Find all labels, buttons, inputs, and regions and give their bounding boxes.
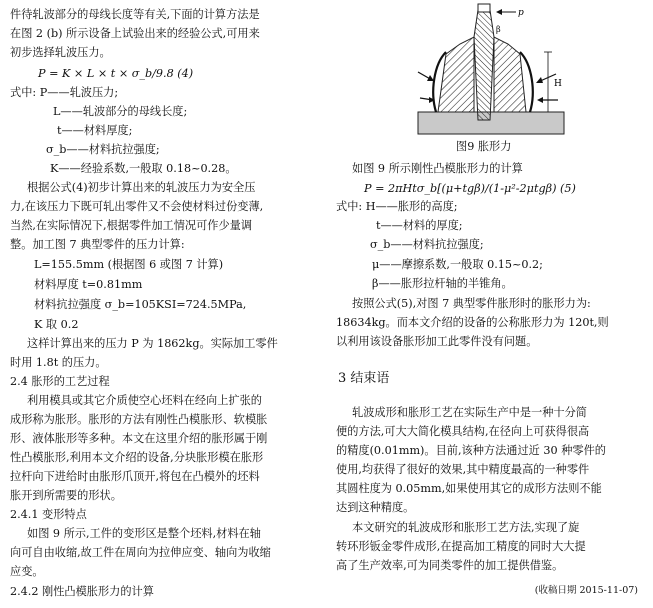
formula-5: P = 2πHtσ_b[(μ+tgβ)/(1-μ²-2μtgβ) (5)	[364, 182, 576, 195]
body-text: 的精度(0.01mm)。目前,该种方法通过近 30 种零件的	[336, 444, 606, 457]
label-h: H	[554, 79, 562, 89]
body-text: 根据公式(4)初步计算出来的轧波压力为安全压	[27, 181, 256, 194]
body-text: 件待轧波部分的母线长度等有关,下面的计算方法是	[10, 8, 260, 21]
section-heading: 3 结束语	[338, 371, 390, 386]
figure-caption: 图9 胀形力	[456, 140, 512, 153]
body-text: 便的方法,可大大简化模具结构,在径向上可获得很高	[336, 425, 590, 438]
body-text: K 取 0.2	[34, 318, 79, 331]
body-text: 整。加工图 7 典型零件的压力计算:	[10, 238, 185, 251]
body-text: 轧波成形和胀形工艺在实际生产中是一种十分简	[352, 406, 587, 419]
body-text: 初步选择轧波压力。	[10, 46, 111, 59]
subsection-heading: 2.4.1 变形特点	[10, 508, 87, 521]
body-text: 材料厚度 t=0.81mm	[34, 278, 143, 291]
body-text: 胀开到所需要的形状。	[10, 489, 122, 502]
body-text: 高了生产效率,可为同类零件的加工提供借鉴。	[336, 559, 564, 572]
body-text: 成形称为胀形。胀形的方法有刚性凸模胀形、软模胀	[10, 413, 268, 426]
body-text: L=155.5mm (根据图 6 或图 7 计算)	[34, 258, 224, 271]
body-text: 拉杆向下进给时由胀形爪顶开,将包在凸模外的坯料	[10, 470, 260, 483]
body-text: 18634kg。而本文介绍的设备的公称胀形力为 120t,则	[336, 316, 609, 329]
body-text: σ_b——材料抗拉强度;	[370, 238, 484, 251]
body-text: 利用模具或其它介质使空心坯料在经向上扩张的	[27, 394, 262, 407]
received-date: (收稿日期 2015-11-07)	[534, 585, 638, 596]
subsection-heading: 2.4.2 刚性凸模胀形力的计算	[10, 585, 154, 598]
body-text: 按照公式(5),对图 7 典型零件胀形时的胀形力为:	[352, 297, 591, 310]
body-text: t——材料的厚度;	[376, 219, 463, 232]
label-p: p	[518, 8, 524, 18]
label-beta: β	[496, 25, 501, 34]
body-text: σ_b——材料抗拉强度;	[46, 143, 160, 156]
body-text: 达到这种精度。	[336, 501, 415, 514]
body-text: 力,在该压力下既可轧出零件又不会使材料过份变薄,	[10, 200, 264, 213]
body-text: 以利用该设备胀形加工此零件没有问题。	[336, 335, 538, 348]
body-text: μ——摩擦系数,一般取 0.15~0.2;	[372, 258, 543, 271]
figure-9-diagram	[416, 2, 566, 137]
body-text: 式中: H——胀形的高度;	[336, 200, 458, 213]
body-text: 向可自由收缩,故工件在周向为拉伸应变、轴向为收缩	[10, 546, 271, 559]
body-text: β——胀形拉杆轴的半锥角。	[372, 277, 513, 290]
body-text: 使用,均获得了很好的效果,其中精度最高的一种零件	[336, 463, 590, 476]
section-heading: 2.4 胀形的工艺过程	[10, 375, 110, 388]
body-text: 如图 9 所示,工件的变形区是整个坯料,材料在轴	[27, 527, 261, 540]
body-text: 形、液体胀形等多种。本文在这里介绍的胀形属于刚	[10, 432, 268, 445]
body-text: L——轧波部分的母线长度;	[53, 105, 188, 118]
formula-4: P = K × L × t × σ_b/9.8 (4)	[38, 67, 194, 80]
body-text: 时用 1.8t 的压力。	[10, 356, 107, 369]
body-text: 转环形钣金零件成形,在提高加工精度的同时大大提	[336, 540, 586, 553]
body-text: 其圆柱度为 0.05mm,如果使用其它的成形方法则不能	[336, 482, 602, 495]
body-text: 式中: P——轧波压力;	[10, 86, 119, 99]
body-text: 这样计算出来的压力 P 为 1862kg。实际加工零件	[27, 337, 278, 350]
body-text: 性凸模胀形,利用本文介绍的设备,分块胀形模在胀形	[10, 451, 264, 464]
body-text: 应变。	[10, 565, 44, 578]
body-text: 在图 2 (b) 所示设备上试验出来的经验公式,可用来	[10, 27, 260, 40]
body-text: 如图 9 所示刚性凸模胀形力的计算	[352, 162, 523, 175]
body-text: 本文研究的轧波成形和胀形工艺方法,实现了旋	[352, 521, 580, 534]
body-text: 材料抗拉强度 σ_b=105KSI=724.5MPa,	[34, 298, 247, 311]
body-text: t——材料厚度;	[57, 124, 133, 137]
body-text: K——经验系数,一般取 0.18~0.28。	[50, 162, 237, 175]
body-text: 当然,在实际情况下,根据零件加工情况可作少量调	[10, 219, 253, 232]
